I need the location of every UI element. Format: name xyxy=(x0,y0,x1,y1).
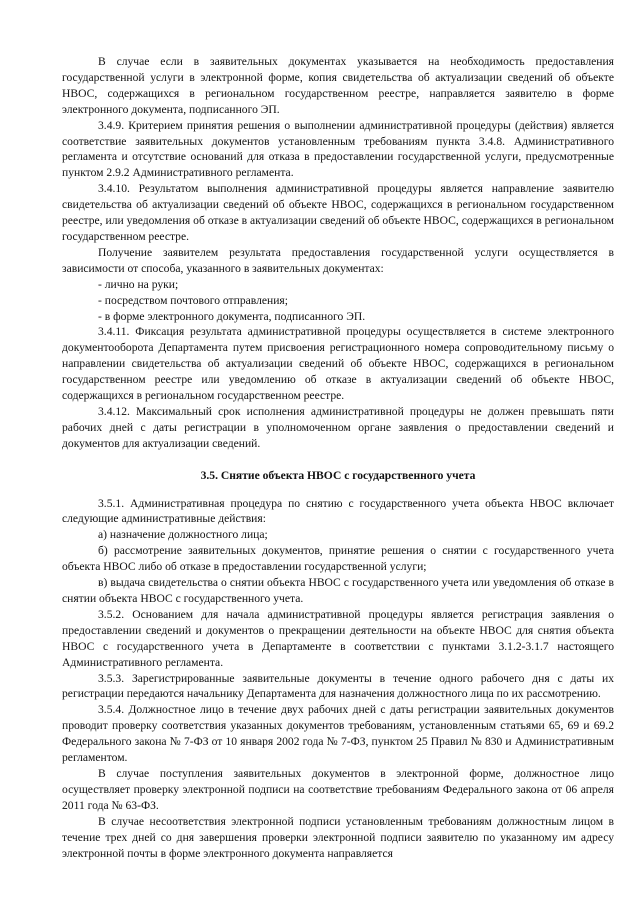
document-page xyxy=(62,54,614,861)
list-item-in-person: - лично на руки; xyxy=(98,277,179,291)
paragraph-3-5-4: 3.5.4. Должностное лицо в течение двух рабочих дней с даты регистрации заявительных документов проводит проверку соответствия указанных документов требованиям, установленным статьями 65, 69 и 69.2 Федерального закона № 7-ФЗ от 10 января 2002 года № 7-ФЗ, пунктом 25 Правил № 830 и Административным регламентом. xyxy=(62,703,614,765)
paragraph-electronic-copy: В случае если в заявительных документах указывается на необходимость предоставления государственной услуги в электронной форме, копия свидетельства об актуализации сведений об объекте НВОС, содержащихся в региональном государственном реестре, направляется заявителю в форме электронного документа, подписанного ЭП. xyxy=(62,55,614,116)
paragraph-3-5-1-v: в) выдача свидетельства о снятии объекта НВОС с государственного учета или уведомления об отказе в снятии объекта НВОС с государственного учета. xyxy=(62,576,614,605)
paragraph-3-5-3: 3.5.3. Зарегистрированные заявительные документы в течение одного рабочего дня с даты их регистрации передаются начальнику Департамента для назначения должностного лица по их рассмотрению. xyxy=(62,671,614,701)
list-item-post: - посредством почтового отправления; xyxy=(98,293,288,307)
paragraph-electronic-signature-check: В случае поступления заявительных документов в электронной форме, должностное лицо осуществляет проверку электронной подписи на соответствие требованиям Федерального закона от 06 апреля 2011 года № 63-ФЗ. xyxy=(62,766,614,812)
paragraph-3-5-1-b: б) рассмотрение заявительных документов, принятие решения о снятии с государственного учета объекта НВОС либо об отказе в предоставлении государственной услуги; xyxy=(62,544,614,574)
paragraph-3-4-10: 3.4.10. Результатом выполнения административной процедуры является направление заявителю свидетельства об актуализации сведений об объекте НВОС, содержащихся в региональном государственном реестре, или уведомления об отказе в актуализации сведений об объекте НВОС, содержащихся в региональном государственном реестре. xyxy=(62,182,614,243)
section-heading-3-5: 3.5. Снятие объекта НВОС с государственного учета xyxy=(200,468,476,482)
paragraph-3-4-11: 3.4.11. Фиксация результата административной процедуры осуществляется в системе электронного документооборота Департамента путем присвоения регистрационного номера сопроводительному письму о направлении свидетельства об актуализации сведений об объекте НВОС, содержащихся в региональном государственном реестре или уведомлению об отказе в актуализации сведений об объекте НВОС, содержащихся в региональном государственном реестре. xyxy=(62,325,614,403)
paragraph-signature-mismatch: В случае несоответствия электронной подписи установленным требованиям должностным лицом в течение трех дней со дня завершения проверки электронной подписи заявителю по указанному им адресу электронной почты в форме электронного документа направляется xyxy=(62,814,614,860)
paragraph-3-4-12: 3.4.12. Максимальный срок исполнения административной процедуры не должен превышать пяти рабочих дней с даты регистрации в уполномоченном органе заявления о предоставлении сведений и документов для актуализации сведений. xyxy=(62,404,614,450)
paragraph-3-5-1-a: а) назначение должностного лица; xyxy=(98,528,268,542)
section-spacer-bottom xyxy=(62,484,614,496)
paragraph-3-4-9: 3.4.9. Критерием принятия решения о выполнении административной процедуры (действия) является соответствие заявительных документов установленным требованиям пункта 3.4.8. Административного регламента и отсутствие оснований для отказа в предоставлении государственной услуги, предусмотренные пунктом 2.9.2 Административного регламента. xyxy=(62,118,614,180)
paragraph-result-delivery: Получение заявителем результата предоставления государственной услуги осуществляется в зависимости от способа, указанного в заявительных документах: xyxy=(62,245,614,275)
list-item-electronic: - в форме электронного документа, подписанного ЭП. xyxy=(98,309,366,323)
paragraph-3-5-2: 3.5.2. Основанием для начала административной процедуры является регистрация заявления о предоставлении сведений и документов о прекращении деятельности на объекте НВОС для снятия объекта НВОС с государственного учета в Департаменте в соответствии с пунктами 3.1.2-3.1.7 настоящего Административного регламента. xyxy=(62,607,614,669)
paragraph-3-5-1: 3.5.1. Административная процедура по снятию с государственного учета объекта НВОС включает следующие административные действия: xyxy=(62,496,614,526)
section-spacer-top xyxy=(62,452,614,468)
